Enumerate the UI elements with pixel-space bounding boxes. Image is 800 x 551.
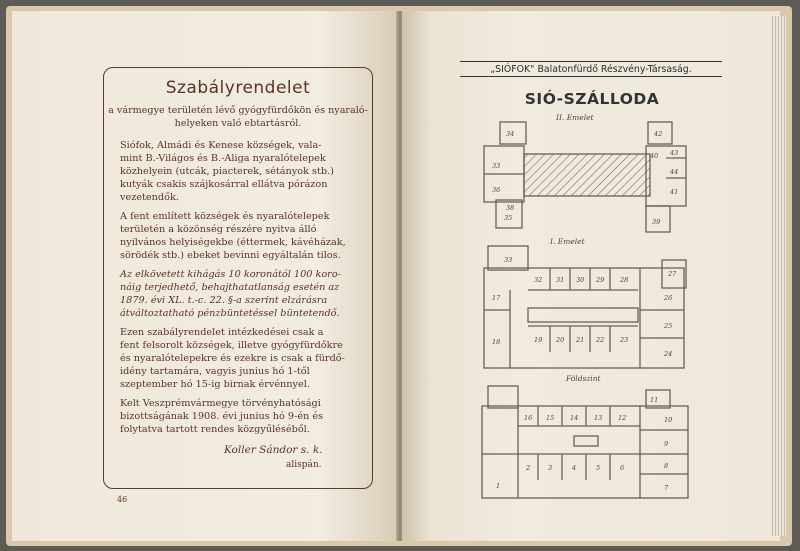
para4-line: idény tartamára, vagyis junius hó 1-től bbox=[120, 366, 310, 377]
para3-line: 1879. évi XL. t.-c. 22. §-a szerint elzárásra bbox=[120, 295, 328, 306]
para2-line: nyilvános helyiségekbe (éttermek, kávéházak, bbox=[120, 237, 346, 248]
para2-line: A fent említett községek és nyaralótelepek bbox=[120, 211, 330, 222]
room-number: 28 bbox=[620, 276, 629, 284]
floor2-label: II. Emelet bbox=[556, 113, 594, 122]
para1-line: vezetendők. bbox=[120, 192, 179, 203]
room-number: 8 bbox=[664, 462, 669, 470]
para4-line: Ezen szabályrendelet intézkedései csak a bbox=[120, 327, 324, 338]
room-number: 38 bbox=[506, 204, 515, 212]
room-number: 39 bbox=[652, 218, 661, 226]
room-number: 7 bbox=[664, 484, 669, 492]
regulation-title: Szabályrendelet bbox=[165, 78, 311, 98]
regulation-subtitle-2: helyeken való ebtartásról. bbox=[174, 118, 302, 129]
room-number: 25 bbox=[664, 322, 673, 330]
para3-line: náig terjedhető, behajthatatlanság esetén az bbox=[120, 282, 340, 293]
room-number: 40 bbox=[650, 152, 659, 160]
room-number: 44 bbox=[670, 168, 679, 176]
para5-line: Kelt Veszprémvármegye törvényhatósági bbox=[120, 398, 321, 409]
para4-line: szeptember hó 15-ig birnak érvénnyel. bbox=[120, 379, 310, 390]
room-number: 18 bbox=[492, 338, 501, 346]
signature-title: alispán. bbox=[286, 460, 322, 470]
company-header: „SIÓFOK" Balatonfürdő Részvény-Társaság. bbox=[460, 61, 722, 77]
room-number: 9 bbox=[664, 440, 669, 448]
room-number: 36 bbox=[492, 186, 501, 194]
para2-line: területén a közönség részére nyitva álló bbox=[120, 224, 317, 235]
room-number: 20 bbox=[556, 336, 565, 344]
room-number: 31 bbox=[556, 276, 565, 284]
para3-line: átváltoztatható pénzbüntetéssel büntetendő. bbox=[120, 308, 340, 319]
para1-line: kutyák csakis szájkosárral ellátva pórázon bbox=[120, 179, 328, 190]
room-number: 43 bbox=[670, 149, 679, 157]
room-number: 22 bbox=[596, 336, 605, 344]
floor1-plan bbox=[484, 246, 686, 368]
room-number: 2 bbox=[526, 464, 531, 472]
room-number: 26 bbox=[664, 294, 673, 302]
room-number: 14 bbox=[570, 414, 579, 422]
room-number: 3 bbox=[548, 464, 553, 472]
ground-label: Földszint bbox=[566, 374, 601, 383]
para2-line: sörödék stb.) ebeket bevinni egyáltalán tilos. bbox=[120, 250, 341, 261]
room-number: 30 bbox=[576, 276, 585, 284]
hotel-title: SIÓ-SZÁLLODA bbox=[524, 90, 660, 108]
floor1-label: I. Emelet bbox=[550, 237, 585, 246]
room-number: 6 bbox=[620, 464, 625, 472]
room-number: 16 bbox=[524, 414, 533, 422]
para3-line: Az elkövetett kihágás 10 koronától 100 koro- bbox=[120, 269, 341, 280]
page-number: 46 bbox=[117, 495, 128, 504]
room-number: 32 bbox=[534, 276, 543, 284]
room-number: 11 bbox=[650, 396, 659, 404]
room-number: 24 bbox=[664, 350, 673, 358]
room-number: 4 bbox=[572, 464, 577, 472]
signature: Koller Sándor s. k. bbox=[224, 444, 323, 456]
para1-line: közhelyein (utcák, piacterek, sétányok stb.) bbox=[120, 166, 334, 177]
room-number: 15 bbox=[546, 414, 555, 422]
room-number: 33 bbox=[492, 162, 501, 170]
room-number: 27 bbox=[668, 270, 677, 278]
room-number: 5 bbox=[596, 464, 601, 472]
room-number: 10 bbox=[664, 416, 673, 424]
room-number: 34 bbox=[506, 130, 515, 138]
para1-line: Siófok, Almádi és Kenese községek, vala- bbox=[120, 140, 322, 151]
floor2-plan bbox=[470, 110, 686, 232]
room-number: 35 bbox=[504, 214, 513, 222]
room-number: 12 bbox=[618, 414, 627, 422]
room-number: 33 bbox=[504, 256, 513, 264]
room-number: 41 bbox=[670, 188, 679, 196]
room-number: 29 bbox=[596, 276, 605, 284]
room-number: 1 bbox=[496, 482, 501, 490]
room-number: 19 bbox=[534, 336, 543, 344]
regulation-box bbox=[103, 67, 373, 489]
para1-line: mint B.-Világos és B.-Aliga nyaralótelepek bbox=[120, 153, 326, 164]
room-number: 42 bbox=[654, 130, 663, 138]
room-number: 17 bbox=[492, 294, 501, 302]
para4-line: fent felsorolt községek, illetve gyógyfürdőkre bbox=[120, 340, 343, 351]
room-number: 23 bbox=[620, 336, 629, 344]
regulation-subtitle-1: a vármegye területén lévő gyógyfürdőkön és nyaraló- bbox=[108, 105, 368, 116]
room-number: 21 bbox=[576, 336, 585, 344]
page-edges bbox=[770, 16, 786, 536]
floor-plans bbox=[470, 110, 720, 505]
para5-line: bizottságának 1908. évi junius hó 9-én és bbox=[120, 411, 324, 422]
room-number: 13 bbox=[594, 414, 603, 422]
para5-line: folytatva tartott rendes közgyűléséből. bbox=[120, 424, 310, 435]
para4-line: és nyaralótelepekre és ezekre is csak a fürdő- bbox=[120, 353, 345, 364]
